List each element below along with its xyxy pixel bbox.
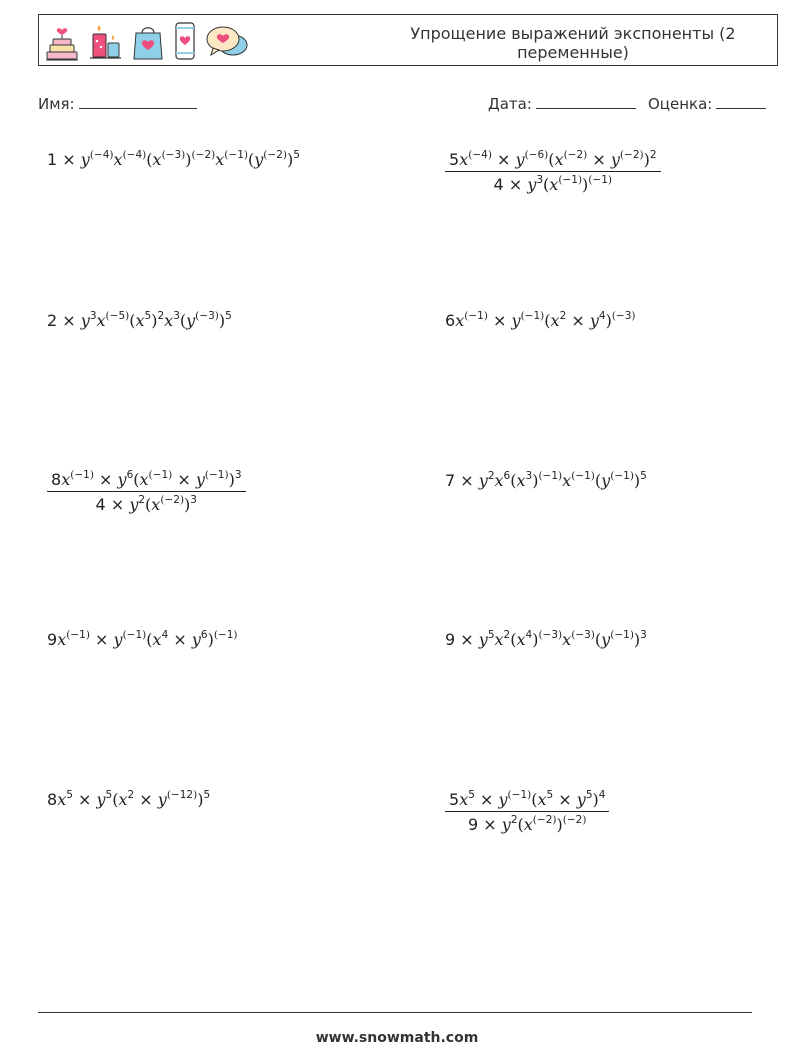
fraction [47, 470, 246, 514]
numerator: $8x^{(-1)} \times y^6(x^{(-1)} \times y^{(-1)})^3$ [47, 470, 246, 492]
problem-3 [47, 311, 232, 330]
problem-6 [445, 471, 647, 490]
denominator: $9 \times y^2(x^{(-2)})^{(-2)}$ [468, 814, 587, 834]
problem-2 [445, 150, 661, 194]
expression: $9 \times y^5x^2(x^4)^{(-3)}x^{(-3)}(y^{(-1)})^3$ [445, 629, 647, 649]
date-field [488, 94, 636, 113]
fraction [445, 150, 661, 194]
fraction [445, 790, 609, 834]
worksheet-header [38, 14, 778, 66]
denominator: $4 \times y^3(x^{(-1)})^{(-1)}$ [493, 174, 613, 194]
grade-label: Оценка: [648, 95, 713, 113]
expression: $2 \times y^3x^{(-5)}(x^5)^2x^3(y^{(-3)})^5$ [47, 310, 232, 330]
problem-7 [47, 630, 238, 649]
expression: $8x^5 \times y^5(x^2 \times y^{(-12)})^5$ [47, 789, 211, 809]
cake-icon [45, 21, 79, 61]
name-field [38, 94, 197, 113]
header-icons [45, 19, 249, 63]
expression: $1 \times y^{(-4)}x^{(-4)}(x^{(-3)})^{(-2)}x^{(-1)}(y^{(-2)})^5$ [47, 149, 300, 169]
candles-icon [87, 21, 123, 61]
footer-divider [38, 1012, 752, 1013]
date-label: Дата: [488, 95, 532, 113]
problem-9 [47, 790, 210, 809]
problem-8 [445, 630, 647, 649]
chat-heart-icon [205, 21, 249, 61]
worksheet-title: Упрощение выражений экспоненты (2 переменные) [410, 24, 736, 62]
date-blank[interactable] [536, 94, 636, 109]
name-label: Имя: [38, 95, 75, 113]
problem-1 [47, 150, 300, 169]
problem-10 [445, 790, 609, 834]
expression: $6x^{(-1)} \times y^{(-1)}(x^2 \times y^4)^{(-3)}$ [445, 310, 636, 330]
name-blank[interactable] [79, 94, 197, 109]
problem-4 [445, 311, 636, 330]
numerator: $5x^{(-4)} \times y^{(-6)}(x^{(-2)} \times y^{(-2)})^2$ [445, 150, 661, 172]
expression: $7 \times y^2x^6(x^3)^{(-1)}x^{(-1)}(y^{(-1)})^5$ [445, 470, 647, 490]
phone-heart-icon [173, 21, 197, 61]
expression: $9x^{(-1)} \times y^{(-1)}(x^4 \times y^6)^{(-1)}$ [47, 629, 238, 649]
numerator: $5x^5 \times y^{(-1)}(x^5 \times y^5)^4$ [445, 790, 609, 812]
footer-website: www.snowmath.com [315, 1030, 479, 1046]
denominator: $4 \times y^2(x^{(-2)})^3$ [95, 494, 197, 514]
grade-blank[interactable] [716, 94, 766, 109]
gift-bag-icon [131, 21, 165, 61]
problem-5 [47, 470, 246, 514]
grade-field [648, 94, 766, 113]
